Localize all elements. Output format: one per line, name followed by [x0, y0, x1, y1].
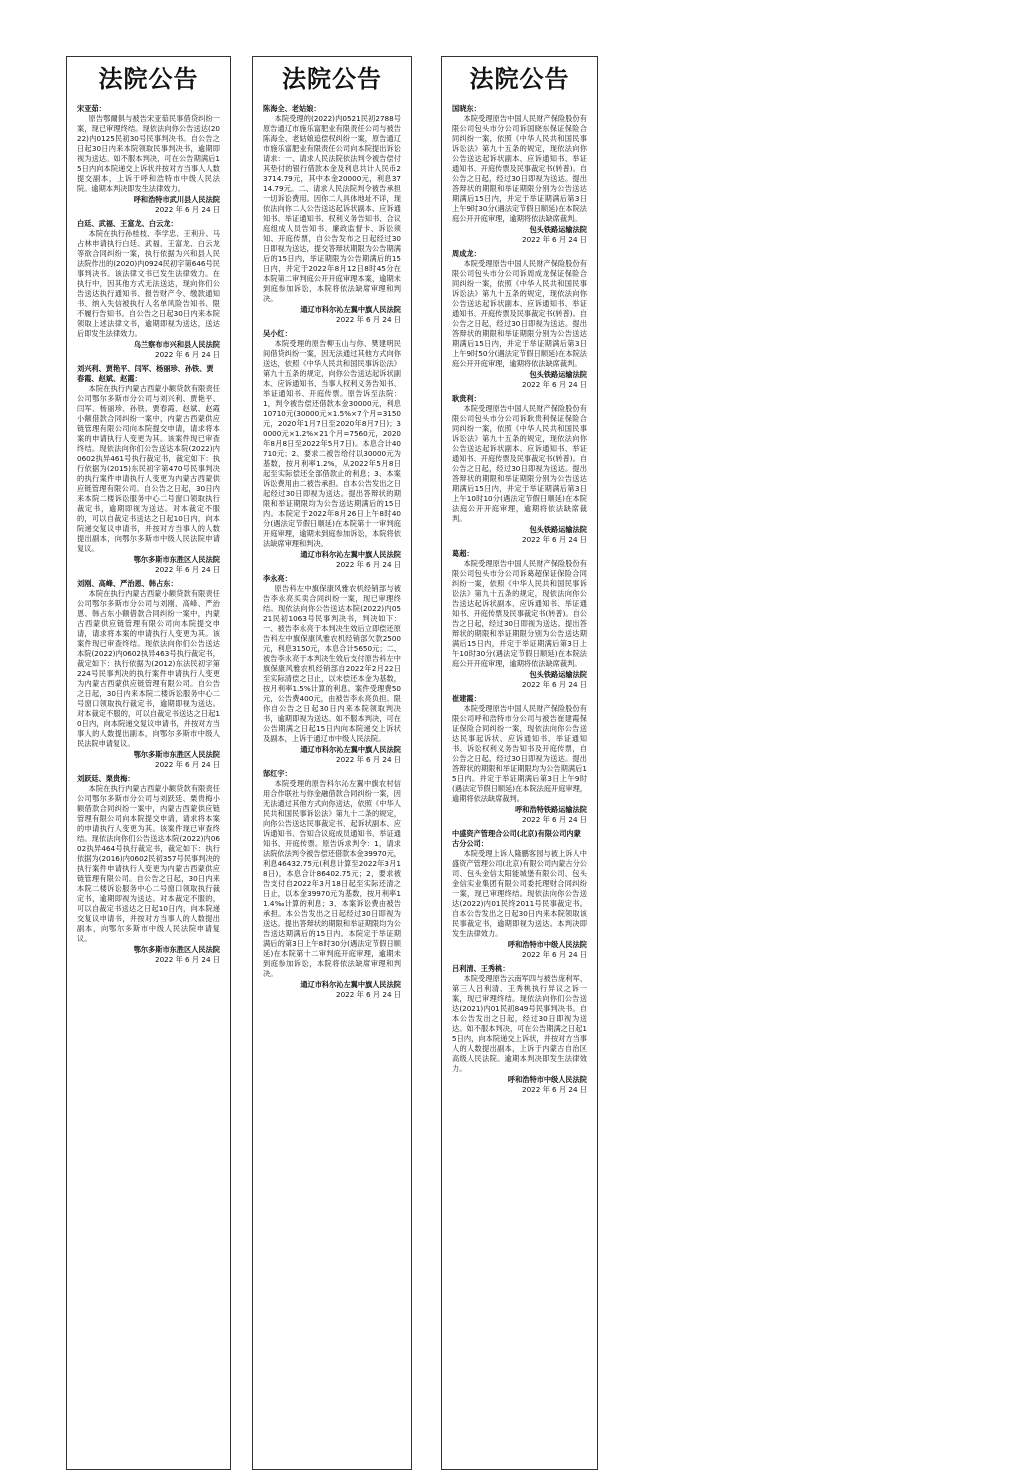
- issuing-court: 呼和浩特市中级人民法院: [507, 939, 587, 949]
- issuing-court: 通辽市科尔沁左翼中旗人民法院: [300, 979, 401, 989]
- notice-column-3: [441, 56, 598, 1470]
- notice-list: [452, 104, 587, 1095]
- issuing-court: 呼和浩特市中级人民法院: [507, 1074, 587, 1084]
- notice-body: 本院受理原告中国人民财产保险股份有限公司包头市分公司诉耿贵利保证保险合同纠纷一案，依照《中华人民共和国民事诉讼法》第九十五条的规定，现依法向你公告送达起诉状副本、应诉通知书、举证通知书、开庭传票及民事裁定书(转普)。自公告之日起，经过30日即视为送达。提出答辩状的期限和举证期限分别为公告送达期满后15日内，并定于举证期满后第3日上午10时10分(遇法定节假日顺延)在本院法庭公开开庭审理，逾期将依法缺席裁判。: [452, 403, 587, 523]
- notice-date: 2022 年 6 月 24 日: [336, 754, 401, 764]
- court-notice: [77, 579, 220, 770]
- notice-addressee: 刘刚、高峰、严治恩、韩占东：: [77, 578, 178, 588]
- court-notice: [77, 774, 220, 965]
- notice-date: 2022 年 6 月 24 日: [155, 349, 220, 359]
- notice-addressee: 刘跃廷、栗贵梅：: [77, 773, 135, 783]
- issuing-court: 呼和浩特铁路运输法院: [515, 804, 587, 814]
- issuing-court: 通辽市科尔沁左翼中旗人民法院: [300, 744, 401, 754]
- notice-addressee: 中盛资产管理合公司(北京)有限公司内蒙古分公司：: [452, 828, 581, 848]
- notice-addressee: 葛超：: [452, 548, 474, 558]
- court-notice: [77, 364, 220, 575]
- issuing-court: 通辽市科尔沁左翼中旗人民法院: [300, 549, 401, 559]
- court-notice: [263, 104, 401, 325]
- notice-addressee: 白廷、武福、王富龙、白云龙：: [77, 218, 178, 228]
- notice-date: 2022 年 6 月 24 日: [155, 759, 220, 769]
- notice-column-1: [66, 56, 231, 1470]
- issuing-court: 包头铁路运输法院: [529, 369, 587, 379]
- notice-addressee: 陈海全、老姑娘：: [263, 103, 321, 113]
- notice-addressee: 郜红宇：: [263, 768, 292, 778]
- notice-body: 本院在执行内蒙古西蒙小额贷款有限责任公司鄂尔多斯市分公司与刘兴利、贾艳平、闫军、杨丽珍、孙铁、贾春霞、赵斌、赵霞小额借款合同纠纷一案中，内蒙古西蒙供应链管理有限公司向本院提交申请，请求将本案的申请执行人变更为其。该案件现已审查终结。现依法向你们公告送达本院(2022)内0602执异461号执行裁定书，裁定如下：执行依据为(2015)东民初字第470号民事判决的执行案件申请执行人变更为内蒙古西蒙供应链管理有限公司。自公告之日起，30日内来本院二楼诉讼服务中心二号窗口领取执行裁定书，逾期即视为送达。对本裁定不服的，可以自裁定书送达之日起10日内，向本院递交复议申请书，并按对方当事人的人数提出副本，向鄂尔多斯市中级人民法院申请复议。: [77, 383, 220, 553]
- court-notice: [452, 694, 587, 825]
- issuing-court: 包头铁路运输法院: [529, 669, 587, 679]
- court-notice: [452, 829, 587, 960]
- court-notice: [263, 574, 401, 765]
- notice-date: 2022 年 6 月 24 日: [155, 564, 220, 574]
- court-notice: [452, 394, 587, 545]
- notice-addressee: 李永亮：: [263, 573, 292, 583]
- notice-date: 2022 年 6 月 24 日: [336, 989, 401, 999]
- column-title: 法院公告: [282, 64, 382, 93]
- notice-column-2: [252, 56, 412, 1470]
- issuing-court: 鄂尔多斯市东胜区人民法院: [133, 749, 220, 759]
- notice-body: 本院受理原告中国人民财产保险股份有限公司呼和浩特市分公司与被告崔建霞保证保险合同纠纷一案，现依法向你公告送达民事起诉状、应诉通知书、举证通知书、诉讼权利义务告知书及开庭传票，自公告之日起，经过30日即视为送达。提出答辩状的期限和举证期限均为公告期满后15日内。并定于举证期满后第3日上午9时(遇法定节假日顺延)在本院法庭开庭审理，逾期将依法缺席裁判。: [452, 703, 587, 803]
- issuing-court: 鄂尔多斯市东胜区人民法院: [133, 554, 220, 564]
- notice-addressee: 国晓东：: [452, 103, 481, 113]
- notice-addressee: 崔建霞：: [452, 693, 481, 703]
- notice-body: 本院受理原告中国人民财产保险股份有限公司包头市分公司诉葛超保证保险合同纠纷一案，依照《中华人民共和国民事诉讼法》第九十五条的规定，现依法向你公告送达起诉状副本、应诉通知书、举证通知书、开庭传票及民事裁定书(转普)。自公告之日起，经过30日即视为送达。提出答辩状的期限和举证期限分别为公告送达期满后15日内，并定于举证期满后第3日上午10时30分(遇法定节假日顺延)在本院法庭公开开庭审理，逾期将依法缺席裁判。: [452, 558, 587, 668]
- notice-body: 原告鄂爾俱与被告宋亚茹民事借贷纠纷一案，现已审理终结。现依法向你公告送达(2022)内0125民初30号民事判决书。自公告之日起30日内来本院领取民事判决书，逾期即视为送达。如不服本判决，可在公告期满后15日内向本院递交上诉状并按对方当事人人数提交副本，上诉于呼和浩特市中级人民法院。逾期本判决即发生法律效力。: [77, 113, 220, 193]
- court-notice: [263, 769, 401, 1000]
- issuing-court: 乌兰察布市兴和县人民法院: [133, 339, 220, 349]
- court-notice: [452, 104, 587, 245]
- issuing-court: 通辽市科尔沁左翼中旗人民法院: [300, 304, 401, 314]
- issuing-court: 呼和浩特市武川县人民法院: [133, 194, 220, 204]
- court-notice: [77, 219, 220, 360]
- notice-addressee: 吕利清、王秀桃：: [452, 963, 510, 973]
- notice-body: 本院受理的原告科尔沁左翼中旗农村信用合作联社与你金融借款合同纠纷一案，因无法通过其他方式向你送达，依照《中华人民共和国民事诉讼法》第九十二条的规定，向你公告送达民事裁定书、起诉状副本、应诉通知书、告知合议庭成员通知书、举证通知书、开庭传票。原告诉求判令：1，请求法院依法判令被告偿还借款本金39970元，利息46432.75元(利息计算至2022年3月18日)，本息合计86402.75元；2，要求被告支付自2022年3月18日起至实际还清之日止，以本金39970元为基数，按月利率11.4‰计算的利息；3、本案诉讼费由被告承担。本公告发出之日起经过30日即视为送达。提出答辩状的期限和举证期限均为公告送达期满后的15日内。本院定于举证期满后的第3日上午8时30分(遇法定节假日顺延)在本院第十二审判庭开庭审理，逾期未到庭参加诉讼，本院将依法缺席审理和判决。: [263, 778, 401, 978]
- issuing-court: 包头铁路运输法院: [529, 524, 587, 534]
- notice-body: 本院受理原告中国人民财产保险股份有限公司包头市分公司诉周成龙保证保险合同纠纷一案，依照《中华人民共和国民事诉讼法》第九十五条的规定，现依法向你公告送达起诉状副本、应诉通知书、举证通知书、开庭传票及民事裁定书(转普)。自公告之日起，经过30日即视为送达。提出答辩状的期限和举证期限分别为公告送达期满后15日内，并定于举证期满后第3日上午9时50分(遇法定节假日顺延)在本院法庭公开开庭审理，逾期将依法缺席裁判。: [452, 258, 587, 368]
- notice-date: 2022 年 6 月 24 日: [522, 534, 587, 544]
- notice-addressee: 刘兴利、贾艳平、闫军、杨丽珍、孙铁、贾春霞、赵斌、赵霞：: [77, 363, 214, 383]
- notice-date: 2022 年 6 月 24 日: [522, 234, 587, 244]
- court-notice: [77, 104, 220, 215]
- notice-list: [77, 104, 220, 965]
- notice-date: 2022 年 6 月 24 日: [155, 954, 220, 964]
- notice-addressee: 周成龙：: [452, 248, 481, 258]
- notice-addressee: 宋亚茹：: [77, 103, 106, 113]
- court-notice: [263, 329, 401, 570]
- notice-body: 本院受理原告中国人民财产保险股份有限公司包头市分公司诉国晓东保证保险合同纠纷一案，依照《中华人民共和国民事诉讼法》第九十五条的规定，现依法向你公告送达起诉状副本、应诉通知书、举证通知书、开庭传票及民事裁定书(转普)。自公告之日起，经过30日即视为送达。提出答辩状的期限和举证期限分别为公告送达期满后15日内，并定于举证期满后第3日上午9时30分(遇法定节假日顺延)在本院法庭公开开庭审理，逾期将依法缺席裁判。: [452, 113, 587, 223]
- notice-date: 2022 年 6 月 24 日: [155, 204, 220, 214]
- notice-body: 原告科左中旗保康风雅农机经销部与被告李永亮买卖合同纠纷一案，现已审理终结。现依法向你公告送达本院(2022)内0521民初1063号民事判决书，判决如下：一、被告李永亮于本判决生效后立即偿还原告科左中旗保康风雅农机经销部欠款2500元，利息3150元，本息合计5650元；二、被告李永亮于本判决生效后支付原告科左中旗保康风雅农机经销部自2022年2月22日至实际清偿之日止，以未偿还本金为基数，按月利率1.5%计算的利息。案件受理费50元，公告费400元，由被告李永亮负担。限你自公告之日起30日内来本院领取判决书，逾期即视为送达。如不服本判决，可在公告期满之日起15日内向本院递交上诉状及副本，上诉于通辽市中级人民法院。: [263, 583, 401, 743]
- court-notice: [452, 964, 587, 1095]
- notice-date: 2022 年 6 月 24 日: [522, 949, 587, 959]
- issuing-court: 包头铁路运输法院: [529, 224, 587, 234]
- notice-addressee: 耿贵利：: [452, 393, 481, 403]
- column-title: 法院公告: [469, 64, 570, 93]
- notice-body: 本院受理原告云南军四与被告庞利军、第三人吕利清、王秀桃执行异议之诉一案，现已审理终结。现依法向你们公告送达(2021)内01民初849号民事判决书。自本公告发出之日起，经过30日即视为送达。如不服本判决，可在公告期满之日起15日内，向本院递交上诉状，并按对方当事人的人数提出副本，上诉于内蒙古自治区高级人民法院。逾期本判决即发生法律效力。: [452, 973, 587, 1073]
- notice-addressee: 吴小红：: [263, 328, 292, 338]
- column-title: 法院公告: [98, 64, 199, 93]
- notice-date: 2022 年 6 月 24 日: [522, 814, 587, 824]
- notice-date: 2022 年 6 月 24 日: [336, 314, 401, 324]
- notice-body: 本院在执行内蒙古西蒙小额贷款有限责任公司鄂尔多斯市分公司与刘刚、高峰、严治恩、韩占东小额借款合同纠纷一案中，内蒙古西蒙供应链管理有限公司向本院提交申请，请求将本案的申请执行人变更为其。该案件现已审查终结。现依法向你们公告送达本院(2022)内0602执异463号执行裁定书，裁定如下：执行依据为(2012)东法民初字第224号民事判决的执行案件申请执行人变更为内蒙古西蒙供应链管理有限公司。自公告之日起，30日内来本院二楼诉讼服务中心二号窗口领取执行裁定书，逾期即视为送达。对本裁定不服的，可以自裁定书送达之日起10日内，向本院递交复议申请书，并按对方当事人的人数提出副本，向鄂尔多斯市中级人民法院申请复议。: [77, 588, 220, 748]
- notice-date: 2022 年 6 月 24 日: [336, 559, 401, 569]
- notice-date: 2022 年 6 月 24 日: [522, 1084, 587, 1094]
- notice-date: 2022 年 6 月 24 日: [522, 379, 587, 389]
- notice-body: 本院在执行内蒙古西蒙小额贷款有限责任公司鄂尔多斯市分公司与刘跃廷、栗贵梅小额借款合同纠纷一案中，内蒙古西蒙供应链管理有限公司向本院提交申请，请求将本案的申请执行人变更为其。该案件现已审查终结。现依法向你们公告送达本院(2022)内0602执异464号执行裁定书，裁定如下：执行依据为(2016)内0602民初357号民事判决的执行案件申请执行人变更为内蒙古西蒙供应链管理有限公司。自公告之日起，30日内来本院二楼诉讼服务中心二号窗口领取执行裁定书，逾期即视为送达。对本裁定不服的，可以自裁定书送达之日起10日内，向本院递交复议申请书，并按对方当事人的人数提出副本，向鄂尔多斯市中级人民法院申请复议。: [77, 783, 220, 943]
- notice-body: 本院受理上诉人隆鹏客园与被上诉人中盛资产管理公司(北京)有限公司内蒙古分公司、包头金信太阳能城堡有限公司、包头金信实业集团有限公司委托理财合同纠纷一案，现已审理终结。现依法向你公告送达(2022)内01民终2011号民事裁定书。自本公告发出之日起30日内来本院领取该民事裁定书，逾期即视为送达。本判决即发生法律效力。: [452, 848, 587, 938]
- notice-body: 本院受理的原告柳玉山与你、樊建明民间借贷纠纷一案，因无法通过其他方式向你送达，依照《中华人民共和国民事诉讼法》第九十五条的规定，向你公告送达起诉状副本、应诉通知书、当事人权利义务告知书、举证通知书、开庭传票。原告诉至法院：1，判令被告偿还借款本金30000元，利息10710元(30000元×1.5%×7个月=3150元，2020年1月7日至2020年8月7日)；30000元×1.2%×21个月=7560元，2020年8月8日至2022年5月7日)。本息合计40710元；2、要求二被告给付以30000元为基数，按月利率1.2%，从2022年5月8日起至实际偿还全部借款止的利息；3、本案诉讼费用由二被告承担。自本公告发出之日起经过30日即视为送达。提出答辩状的期限和举证期限均为公告送达期满后的15日内。本院定于2022年8月26日上午8时40分(遇法定节假日顺延)在本院第十一审判庭开庭审理，逾期未到庭参加诉讼，本院将依法缺席审理和判决。: [263, 338, 401, 548]
- issuing-court: 鄂尔多斯市东胜区人民法院: [133, 944, 220, 954]
- notice-date: 2022 年 6 月 24 日: [522, 679, 587, 689]
- notice-body: 本院受理的(2022)内0521民初2788号原告通辽市施乐富肥业有限责任公司与被告陈海全、老姑娘追偿权纠纷一案，原告通辽市施乐富肥业有限责任公司向本院提出诉讼请求：一、请求人民法院依法判令被告偿付其垫付的银行借款本金及利息共计人民币23714.79元，其中本金20000元，利息3714.79元。二、请求人民法院判令被告承担一切诉讼费用。因你二人具体地址不详，现依法向你二人公告送达起诉状副本、应诉通知书、举证通知书、权利义务告知书、合议庭组成人员告知书、廉政监督卡、诉讼须知、开庭传票，自公告发布之日起经过30日即视为送达，提交答辩状期限为公告期满后的15日内，举证期限为公告期满后的15日内，并定于2022年8月12日8时45分在本院第二审判庭公开开庭审理本案，逾期未到庭参加诉讼，本院将依法缺席审理和判决。: [263, 113, 401, 303]
- notice-body: 本院在执行孙桂枝、李学忠、王利升、马占林申请执行白廷、武福、王富龙、白云龙等欲合同纠纷一案，执行依据为兴和县人民法院作出的(2020)内0924民初字第646号民事判决书。该法律文书已发生法律效力。在执行中，因其他方式无法送达，现向你们公告送达执行通知书、报告财产令、缴款通知书、纳入失信被执行人名单风险告知书、限不履行告知书。自公告之日起30日内来本院领取上述法律文书，逾期即视为送达，送达后即发生法律效力。: [77, 228, 220, 338]
- notice-list: [263, 104, 401, 1000]
- court-notice: [452, 249, 587, 390]
- court-notice: [452, 549, 587, 690]
